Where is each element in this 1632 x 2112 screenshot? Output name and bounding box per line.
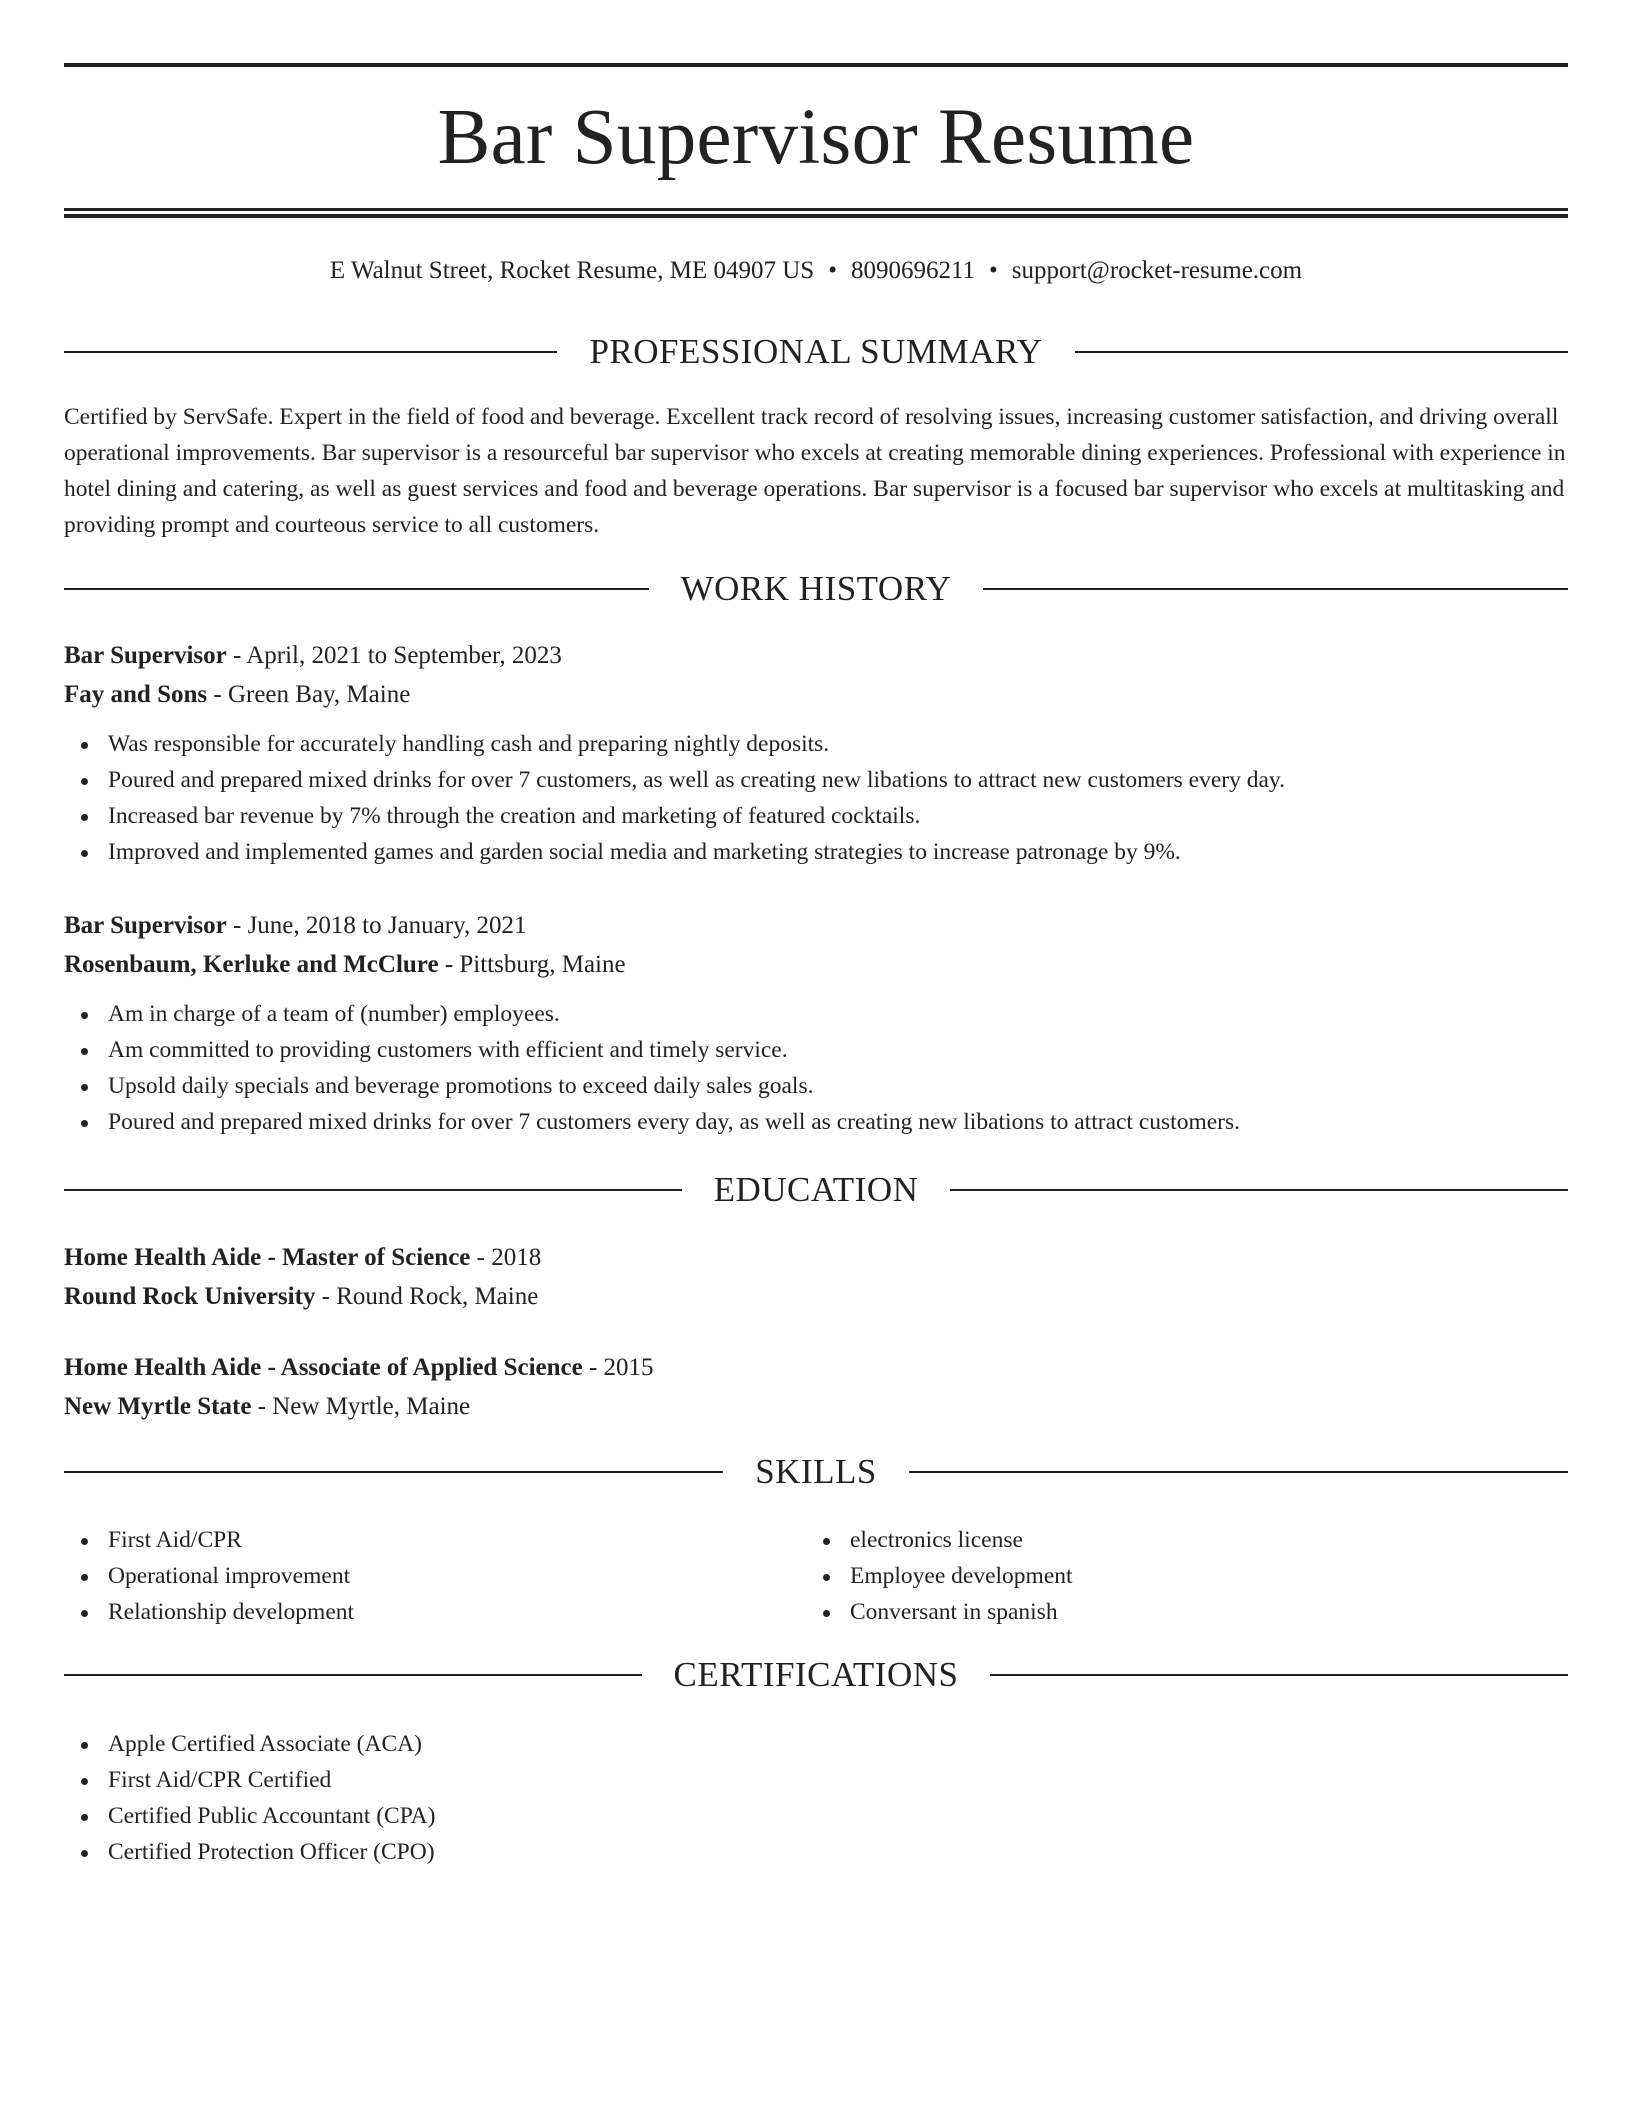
degree-line (64, 1238, 1568, 1277)
education-entry (64, 1348, 1568, 1426)
skills-list (806, 1522, 1506, 1630)
list-item: Upsold daily specials and beverage promotions to exceed daily sales goals. (64, 1068, 1568, 1104)
heading-rule (64, 351, 557, 353)
list-item: electronics license (806, 1522, 1506, 1558)
degree-year: - 2015 (582, 1354, 654, 1381)
list-item: First Aid/CPR Certified (64, 1762, 1568, 1798)
list-item: First Aid/CPR (64, 1522, 764, 1558)
heading-rule (64, 1674, 642, 1676)
list-item: Employee development (806, 1558, 1506, 1594)
summary-text: Certified by ServSafe. Expert in the field of food and beverage. Excellent track record of resolving issues, increasing customer satisfaction, and driving overall operational improvements. Bar supervisor is a resourceful bar supervisor who excels at creating memorable dining experiences. Professional with experience in hotel dining and catering, as well as guest services and food and beverage operations. Bar supervisor is a focused bar supervisor who excels at multitasking and providing prompt and courteous service to all customers. (64, 404, 1566, 538)
contact-address: E Walnut Street, Rocket Resume, ME 04907 US (329, 257, 815, 284)
job-location: - Pittsburg, Maine (438, 951, 626, 978)
section-heading-summary (64, 330, 1568, 374)
contact-phone: 8090696211 (850, 257, 976, 284)
list-item: Poured and prepared mixed drinks for over 7 customers, as well as creating new libations to attract new customers every day. (64, 762, 1568, 798)
job-dates: - June, 2018 to January, 2021 (226, 912, 527, 939)
degree: Home Health Aide - Master of Science (64, 1244, 471, 1271)
contact-line (64, 254, 1568, 288)
heading-rule (64, 1189, 682, 1191)
degree-line (64, 1348, 1568, 1387)
school-location: - Round Rock, Maine (315, 1283, 539, 1310)
job-dates: - April, 2021 to September, 2023 (226, 642, 562, 669)
section-heading-skills (64, 1450, 1568, 1494)
contact-separator: • (989, 257, 998, 284)
section-title: PROFESSIONAL SUMMARY (589, 332, 1043, 371)
school-line (64, 1277, 1568, 1316)
education-entry (64, 1238, 1568, 1316)
resume-title: Bar Supervisor Resume (437, 94, 1195, 181)
heading-rule (983, 588, 1568, 590)
list-item: Conversant in spanish (806, 1594, 1506, 1630)
certifications-block (64, 1726, 1568, 1870)
heading-rule (990, 1674, 1568, 1676)
job-company: Rosenbaum, Kerluke and McClure (64, 951, 439, 978)
list-item: Apple Certified Associate (ACA) (64, 1726, 1568, 1762)
degree: Home Health Aide - Associate of Applied Science (64, 1354, 583, 1381)
skills-list (64, 1522, 764, 1630)
section-heading-certifications (64, 1653, 1568, 1697)
heading-rule (64, 1471, 723, 1473)
job-title: Bar Supervisor (64, 642, 227, 669)
list-item: Am committed to providing customers with efficient and timely service. (64, 1032, 1568, 1068)
list-item: Increased bar revenue by 7% through the creation and marketing of featured cocktails. (64, 798, 1568, 834)
list-item: Poured and prepared mixed drinks for over 7 customers every day, as well as creating new libations to attract customers. (64, 1104, 1568, 1140)
job-company-line (64, 675, 1568, 714)
heading-rule (1075, 351, 1568, 353)
skills-column-left (64, 1522, 764, 1630)
certifications-list (64, 1726, 1568, 1870)
job-company-line (64, 945, 1568, 984)
list-item: Improved and implemented games and garden social media and marketing strategies to increase patronage by 9%. (64, 834, 1568, 870)
contact-email: support@rocket-resume.com (1011, 257, 1303, 284)
school: Round Rock University (64, 1283, 316, 1310)
job-title-line (64, 636, 1568, 675)
section-title: SKILLS (755, 1452, 877, 1491)
job-bullets (64, 996, 1568, 1140)
section-heading-work (64, 567, 1568, 611)
job-company: Fay and Sons (64, 681, 208, 708)
section-title: CERTIFICATIONS (673, 1655, 959, 1694)
school: New Myrtle State (64, 1393, 252, 1420)
list-item: Certified Protection Officer (CPO) (64, 1834, 1568, 1870)
job-location: - Green Bay, Maine (207, 681, 411, 708)
job-entry (64, 636, 1568, 870)
job-bullets (64, 726, 1568, 870)
heading-rule (909, 1471, 1568, 1473)
list-item: Certified Public Accountant (CPA) (64, 1798, 1568, 1834)
heading-rule (950, 1189, 1568, 1191)
section-heading-education (64, 1168, 1568, 1212)
section-title: WORK HISTORY (680, 569, 952, 608)
title-double-rule (64, 208, 1568, 218)
job-entry (64, 906, 1568, 1140)
school-location: - New Myrtle, Maine (251, 1393, 471, 1420)
section-title: EDUCATION (713, 1170, 919, 1209)
job-title: Bar Supervisor (64, 912, 227, 939)
degree-year: - 2018 (470, 1244, 542, 1271)
school-line (64, 1387, 1568, 1426)
job-title-line (64, 906, 1568, 945)
list-item: Am in charge of a team of (number) employees. (64, 996, 1568, 1032)
skills-column-right (806, 1522, 1506, 1630)
list-item: Operational improvement (64, 1558, 764, 1594)
contact-separator: • (828, 257, 837, 284)
list-item: Relationship development (64, 1594, 764, 1630)
top-rule (64, 63, 1568, 67)
heading-rule (64, 588, 649, 590)
list-item: Was responsible for accurately handling cash and preparing nightly deposits. (64, 726, 1568, 762)
